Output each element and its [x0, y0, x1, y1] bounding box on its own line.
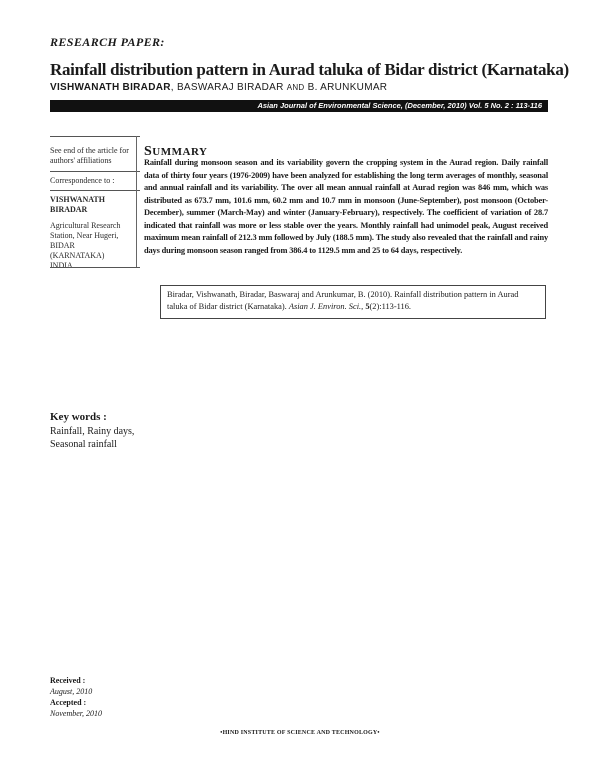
sidebar	[50, 146, 140, 271]
dates-block	[50, 675, 150, 719]
keywords-list: Rainfall, Rainy days, Seasonal rainfall	[50, 426, 135, 450]
sidebar-rule-top	[50, 136, 140, 137]
received-date: August, 2010	[50, 687, 93, 696]
citation-volume: 5	[365, 302, 370, 311]
citation-authors: Biradar, Vishwanath, Biradar, Baswaraj and Arunkumar, B. (2010). Rainfall distribution pattern in Aurad taluka of Bidar district (Karnataka).	[167, 290, 519, 311]
correspondent-name: VISHWANATH BIRADAR	[50, 195, 105, 214]
affiliation-note: See end of the article for authors' affiliations	[50, 146, 129, 165]
sidebar-rule-bottom	[50, 267, 140, 268]
paper-title: Rainfall distribution pattern in Aurad taluka of Bidar district (Karnataka)	[50, 60, 569, 79]
sidebar-rule	[50, 171, 140, 172]
address-line: Agricultural Research	[50, 221, 121, 230]
sidebar-rule	[50, 190, 140, 191]
citation-issue: (2):113-116.	[369, 302, 411, 311]
author-second: , BASWARAJ BIRADAR	[170, 82, 284, 93]
accepted-label: Accepted :	[50, 698, 87, 707]
sidebar-divider	[136, 136, 137, 267]
summary-body: Rainfall during monsoon season and its variability govern the cropping system in the Aurad region. Daily rainfall data of thirty four years (1976-2009) have been analyzed for establishing the long term averages of monthly, seasonal and annual rainfall and its variability. The over all mean annual rainfall at Aurad region was 846 mm, which was distributed as 673.7 mm, 101.6 mm, 60.2 mm and 10.7 mm in monsoon (June-September), post monsoon (October-December), summer (March-May) and winter (January-February), respectively. The coefficient of variation of 28.7 indicated that rainfall was more or less stable over the years. Monthly rainfall had unimodel peak, August received maximum mean rainfall of 212.3 mm followed by July (188.5 mm). The study also revealed that the rainfall and rainy days during monsoon season ranged from 386.4 to 1129.5 mm and 25 to 64 days, respectively.	[144, 158, 548, 255]
received-label: Received :	[50, 676, 86, 685]
accepted-date: November, 2010	[50, 709, 102, 718]
correspondence-label: Correspondence to :	[50, 176, 115, 185]
citation-box: Biradar, Vishwanath, Biradar, Baswaraj and Arunkumar, B. (2010). Rainfall distribution pattern in Aurad taluka of Bidar district (Karnataka). Asian J. Environ. Sci., 5(2):113-116.	[160, 285, 546, 319]
keywords-heading: Key words :	[50, 411, 107, 423]
section-label: RESEARCH PAPER:	[50, 35, 165, 49]
address-line: (KARNATAKA)	[50, 251, 105, 260]
summary-heading-cap: S	[144, 144, 153, 159]
citation-journal: Asian J. Environ. Sci.	[288, 302, 362, 311]
publisher-footer: •HIND INSTITUTE OF SCIENCE AND TECHNOLOGY•	[220, 730, 380, 736]
journal-bar: Asian Journal of Environmental Science, (December, 2010) Vol. 5 No. 2 : 113-116	[50, 100, 548, 112]
address-line: Station, Near Hugeri,	[50, 231, 119, 240]
summary-heading-rest: UMMARY	[152, 146, 208, 158]
author-line	[50, 82, 387, 93]
author-first: VISHWANATH BIRADAR	[50, 82, 171, 93]
address-line: BIDAR	[50, 241, 75, 250]
author-third: B. ARUNKUMAR	[307, 82, 388, 93]
address-line: INDIA	[50, 261, 73, 270]
author-and: AND	[286, 83, 305, 92]
